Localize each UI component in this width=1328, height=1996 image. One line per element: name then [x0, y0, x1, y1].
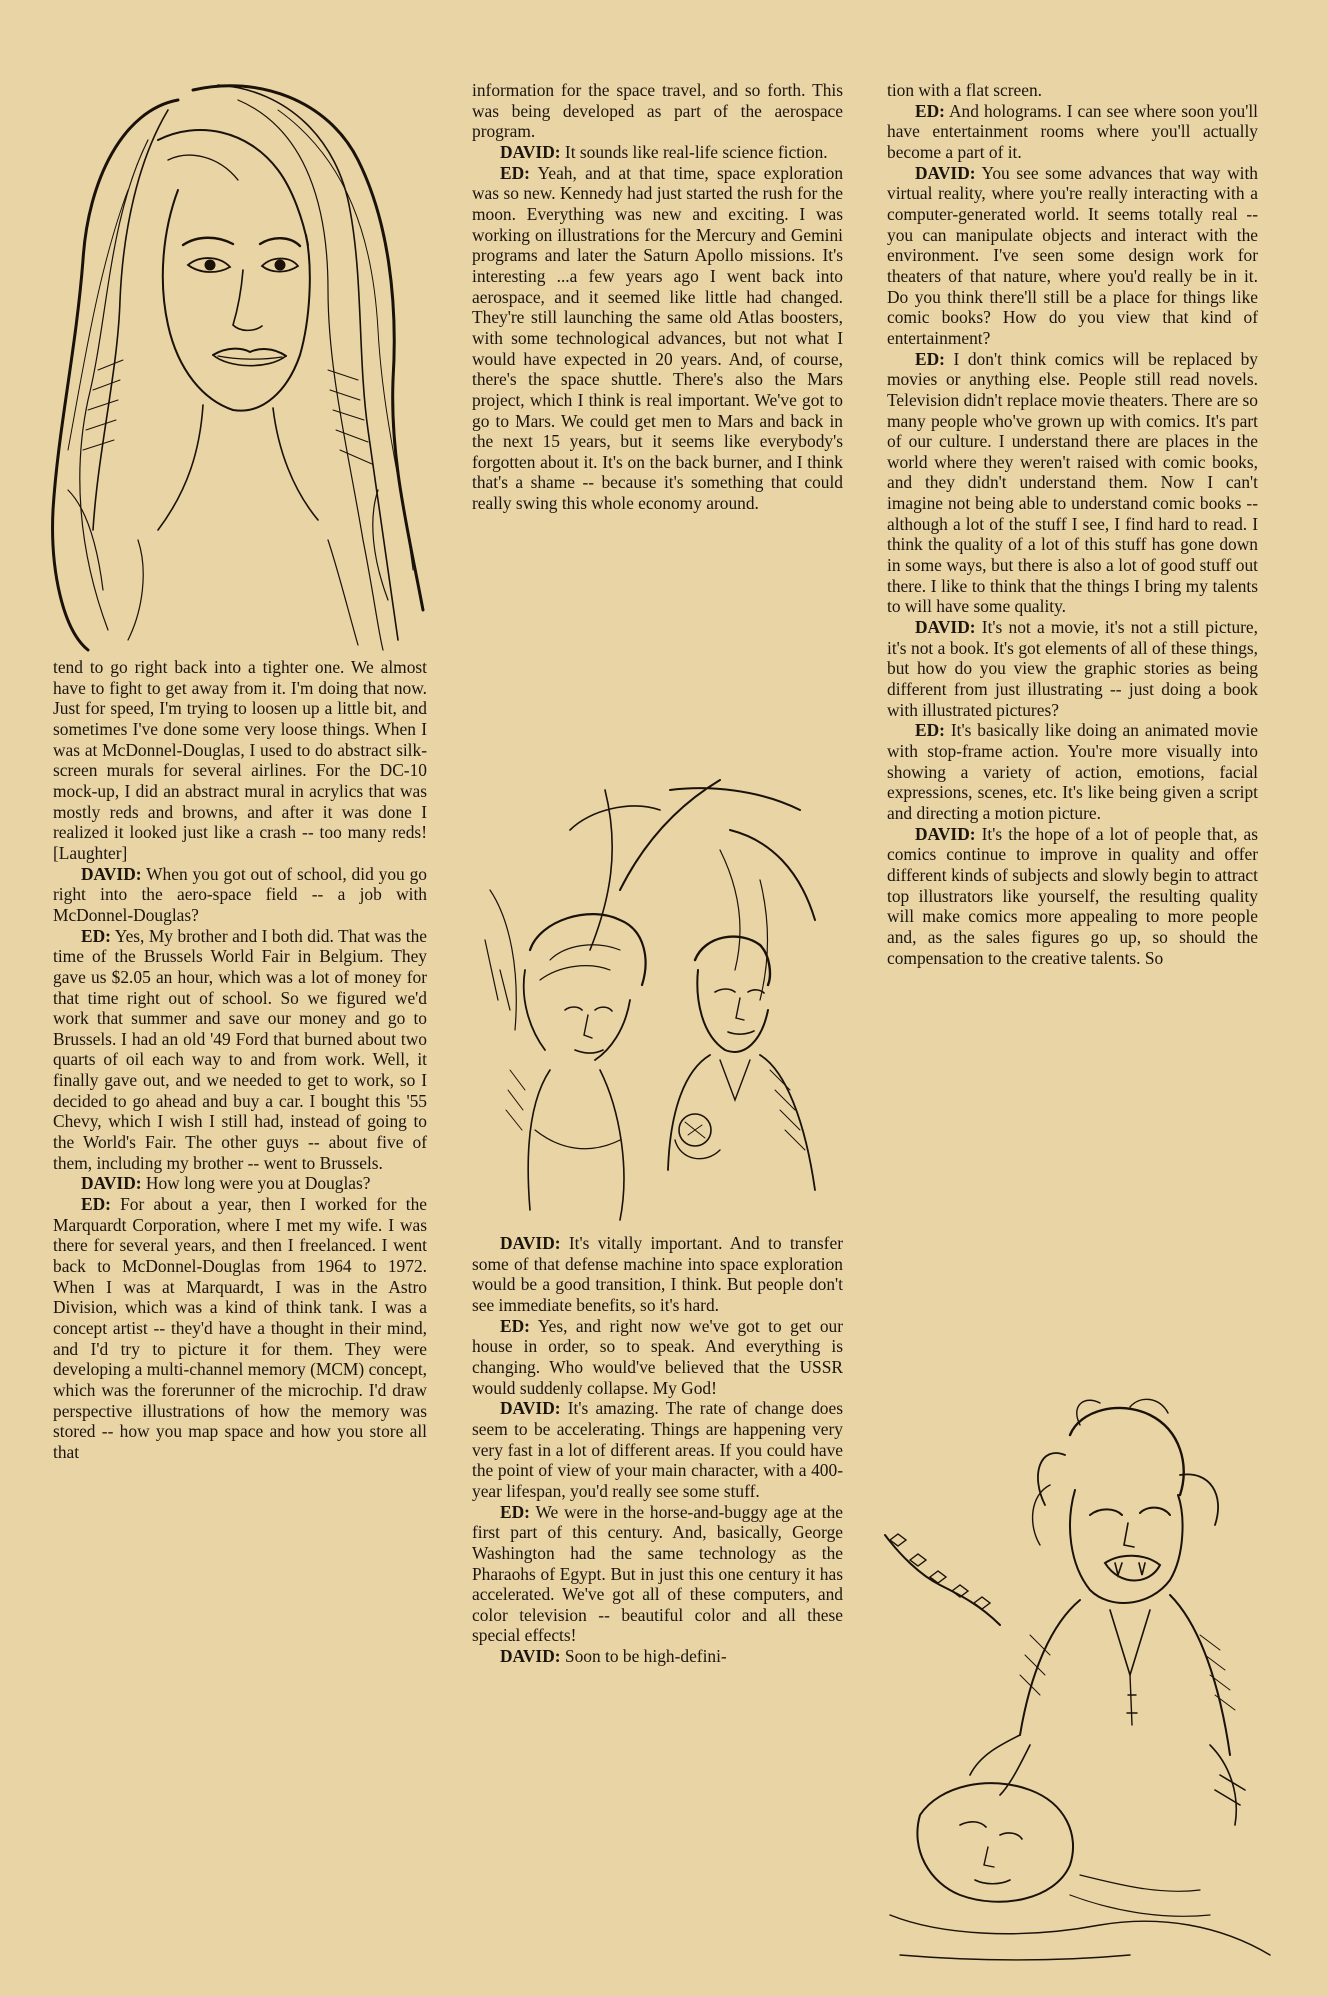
speaker-label: DAVID: — [500, 141, 561, 162]
speaker-label: ED: — [81, 1194, 111, 1215]
speaker-label: ED: — [500, 162, 530, 183]
paragraph — [53, 864, 427, 926]
paragraph — [53, 1173, 427, 1194]
woman-portrait-illustration — [28, 70, 438, 652]
paragraph — [472, 1502, 843, 1647]
paragraph — [472, 142, 843, 163]
paragraph — [887, 617, 1258, 720]
vampire-attack-illustration — [880, 1395, 1275, 1965]
paragraph — [472, 163, 843, 514]
paragraph — [887, 80, 1258, 101]
paragraph-text: tion with a flat screen. — [887, 80, 1043, 100]
paragraph — [472, 1398, 843, 1501]
couple-scene-drawing — [470, 770, 845, 1230]
speaker-label: DAVID: — [81, 1173, 142, 1194]
speaker-label: DAVID: — [915, 617, 976, 638]
paragraph-text: It's basically like doing an animated movie with stop-frame action. You're more visually into showing a variety of action, emotions, facial expressions, scenes, etc. It's like being given a script and directing a motion picture. — [887, 720, 1258, 823]
speaker-label: ED: — [500, 1315, 530, 1336]
speaker-label: ED: — [915, 100, 945, 121]
speaker-label: DAVID: — [915, 823, 976, 844]
speaker-label: ED: — [81, 925, 111, 946]
paragraph — [472, 80, 843, 142]
paragraph-text: information for the space travel, and so forth. This was being developed as part of the aerospace program. — [472, 80, 843, 142]
paragraph-text: How long were you at Douglas? — [145, 1173, 371, 1194]
speaker-label: DAVID: — [500, 1646, 561, 1667]
paragraph-text: Soon to be high-defini- — [564, 1646, 727, 1667]
speaker-label: ED: — [915, 720, 945, 741]
paragraph — [887, 349, 1258, 618]
paragraph — [53, 657, 427, 864]
text-column-3 — [887, 80, 1258, 968]
paragraph-text: tend to go right back into a tighter one. We almost have to fight to get away from it. I'm doing that now. Just for speed, I'm trying to loosen up a little bit, and sometimes I've done some very loose things. When I was at McDonnel-Douglas, I used to do abstract silk-screen murals for several airlines. For the DC-10 mock-up, I did an abstract mural in acrylics that was mostly reds and browns, and after it was done I realized it looked just like a crash -- too many reds! [Laughter] — [53, 657, 427, 863]
paragraph — [472, 1646, 843, 1667]
paragraph — [472, 1233, 843, 1316]
paragraph-text: I don't think comics will be replaced by movies or anything else. People still read novels. Television didn't replace movie theaters. There are so many people who've grown up with comics. It's part of our culture. I understand there are places in the world where they weren't raised with comic books, and they didn't understand them. Now I can't imagine not being able to understand comic books -- although a lot of the stuff I see, I find hard to read. I think the quality of a lot of this stuff has gone down in some ways, but there is also a lot of good stuff out there. I like to think that the things I bring my talents to will have some quality. — [887, 348, 1258, 617]
speaker-label: DAVID: — [500, 1398, 561, 1419]
vampire-attack-drawing — [880, 1395, 1275, 1965]
paragraph — [472, 1316, 843, 1399]
text-column-2-top — [472, 80, 843, 514]
paragraph-text: It sounds like real-life science fiction. — [564, 141, 828, 162]
paragraph-text: It's the hope of a lot of people that, as comics continue to improve in quality and offer different kinds of subjects and slowly begin to attract top illustrators like yourself, the resulting quality will make comics more appealing to more people and, as the sales figures go up, so should the compensation to the creative talents. So — [887, 823, 1258, 968]
paragraph — [887, 824, 1258, 969]
paragraph-text: When you got out of school, did you go right into the aero-space field -- a job with McDonnel-Douglas? — [53, 863, 427, 925]
paragraph — [887, 163, 1258, 349]
paragraph — [887, 720, 1258, 823]
text-column-2-bottom — [472, 1233, 843, 1667]
paragraph-text: We were in the horse-and-buggy age at the first part of this century. And, basically, George Washington had the same technology as the Pharaohs of Egypt. But in just this one century it has accelerated. We've got all of these computers, and color television -- beautiful color and all these special effects! — [472, 1501, 843, 1646]
paragraph-text: And holograms. I can see where soon you'll have entertainment rooms where you'll actually become a part of it. — [887, 100, 1259, 162]
woman-portrait-drawing — [28, 70, 438, 652]
speaker-label: DAVID: — [81, 863, 142, 884]
text-column-1 — [53, 657, 427, 1463]
paragraph-text: Yeah, and at that time, space exploration was so new. Kennedy had just started the rush for the moon. Everything was new and exciting. I was working on illustrations for the Mercury and Gemini programs and later the Saturn Apollo missions. It's interesting ...a few years ago I went back into aerospace, and it seemed like little had changed. They're still launching the same old Atlas boosters, with some technological advances, but not what I would have expected in 20 years. And, of course, there's the space shuttle. There's also the Mars project, which I think is real important. We've got to go to Mars. We could get men to Mars and back in the next 15 years, but it seems like everybody's forgotten about it. It's on the back burner, and I think that's a shame -- because it's something that could really swing this whole economy around. — [472, 162, 844, 514]
couple-scene-illustration — [470, 770, 845, 1230]
paragraph — [887, 101, 1258, 163]
paragraph-text: It's vitally important. And to transfer some of that defense machine into space exploration would be a good transition, I think. But people don't see immediate benefits, so it's hard. — [472, 1233, 843, 1315]
paragraph-text: For about a year, then I worked for the Marquardt Corporation, where I met my wife. I was there for several years, and then I freelanced. I went back to McDonnel-Douglas from 1964 to 1972. When I was at Marquardt, I was in the Astro Division, which was a kind of think tank. I was a concept artist -- they'd have a thought in their mind, and I'd try to picture it for them. They were developing a multi-channel memory (MCM) concept, which was the forerunner of the microchip. I'd draw perspective illustrations of how the memory was stored -- how you map space and how you store all that — [53, 1194, 427, 1462]
speaker-label: ED: — [915, 348, 945, 369]
paragraph-text: Yes, and right now we've got to get our house in order, so to speak. And everything is changing. Who would've believed that the USSR would suddenly collapse. My God! — [472, 1315, 844, 1398]
paragraph-text: It's not a movie, it's not a still picture, it's not a book. It's got elements of all of these things, but how do you view the graphic stories as being different from just illustrating -- just doing a book with illustrated pictures? — [887, 617, 1258, 720]
paragraph-text: You see some advances that way with virtual reality, where you're really interacting with a computer-generated world. It seems totally real -- you can manipulate objects and interact with the environment. I've seen some design work for theaters of that nature, where you'd really be in it. Do you think there'll still be a place for things like comic books? How do you view that kind of entertainment? — [887, 162, 1259, 348]
speaker-label: ED: — [500, 1501, 530, 1522]
paragraph-text: It's amazing. The rate of change does seem to be accelerating. Things are happening very very fast in a lot of different areas. If you could have the point of view of your main character, with a 400-year lifespan, you'd really see some stuff. — [472, 1398, 843, 1501]
paragraph — [53, 1194, 427, 1463]
speaker-label: DAVID: — [915, 162, 976, 183]
paragraph — [53, 926, 427, 1174]
speaker-label: DAVID: — [500, 1233, 561, 1253]
paragraph-text: Yes, My brother and I both did. That was the time of the Brussels World Fair in Belgium. They gave us $2.05 an hour, which was a lot of money for that time right out of school. So we figured we'd work that summer and save our money and go to Brussels. I had an old '49 Ford that burned about two quarts of oil each way to and from work. Well, it finally gave out, and we needed to get to work, so I decided to go ahead and buy a car. I bought this '55 Chevy, which I wish I still had, instead of going to the World's Fair. The other guys -- about five of them, including my brother -- went to Brussels. — [53, 925, 427, 1173]
